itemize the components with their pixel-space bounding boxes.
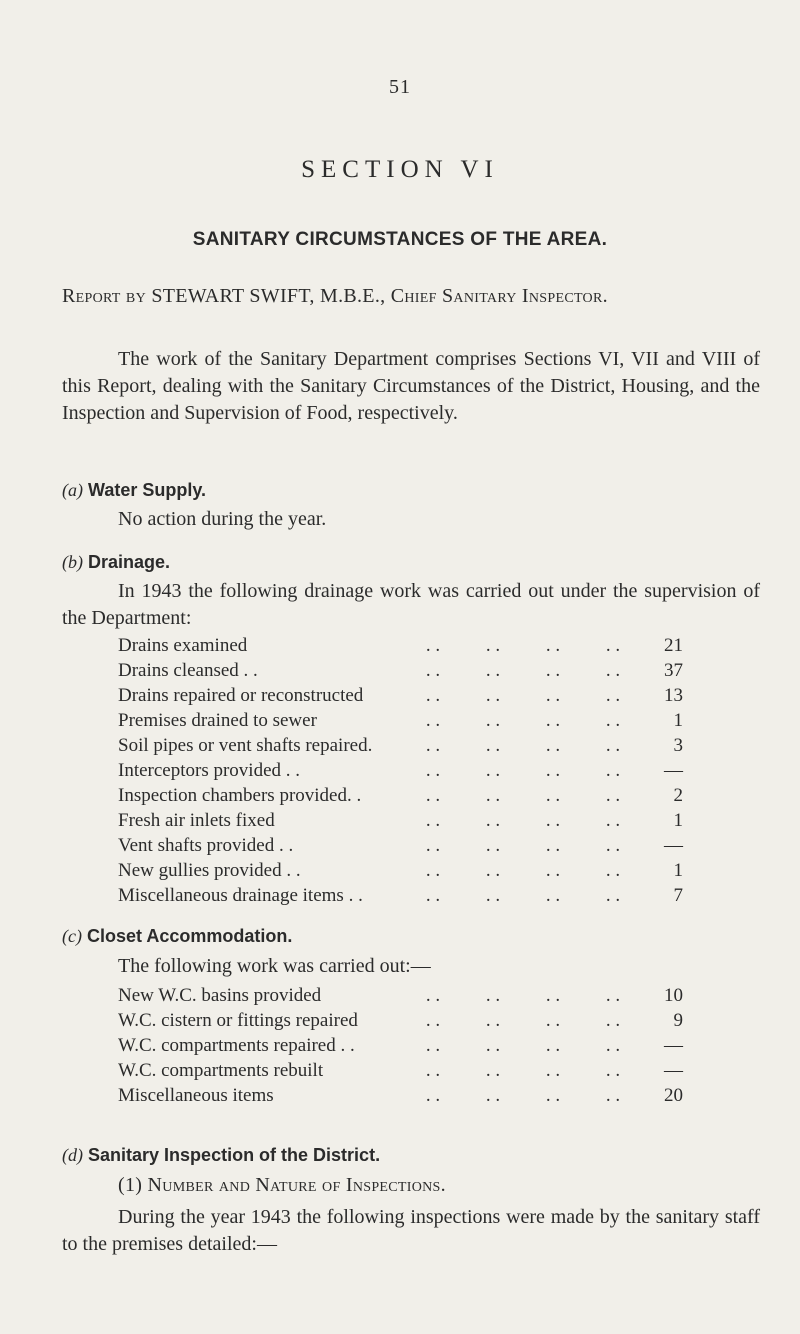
list-row-label: Inspection chambers provided. . <box>118 785 362 806</box>
list-row <box>118 658 683 683</box>
list-row-value: — <box>664 1060 683 1081</box>
leader-dots: . . . . . . . . <box>425 1035 621 1056</box>
report-byline <box>62 285 762 308</box>
list-row-value: — <box>664 760 683 781</box>
byline-role: Chief Sanitary Inspector. <box>390 285 608 307</box>
list-row <box>118 708 683 733</box>
list-row-value: — <box>664 835 683 856</box>
list-row <box>118 1058 683 1083</box>
list-row-label: New gullies provided . . <box>118 860 301 881</box>
list-row-label: W.C. compartments rebuilt <box>118 1060 324 1081</box>
list-row-value: — <box>664 1035 683 1056</box>
leader-dots: . . . . . . . . <box>425 660 621 681</box>
drainage-intro <box>62 578 760 632</box>
list-row <box>118 758 683 783</box>
leader-dots: . . . . . . . . <box>425 860 621 881</box>
leader-dots: . . . . . . . . <box>425 635 621 656</box>
list-row-label: New W.C. basins provided <box>118 985 322 1006</box>
leader-dots: . . . . . . . . <box>425 810 621 831</box>
byline-name: STEWART SWIFT, M.B.E., <box>151 285 386 307</box>
byline-prefix: Report by <box>62 285 146 307</box>
closet-heading <box>62 926 292 947</box>
list-row-label: Fresh air inlets fixed <box>118 810 275 831</box>
leader-dots: . . . . . . . . <box>425 885 621 906</box>
inspection-text: During the year 1943 the following inspections were made by the sanitary staff to the premises detailed:— <box>62 1206 760 1255</box>
drainage-letter: (b) <box>62 552 83 572</box>
list-row-value: 9 <box>673 1010 683 1031</box>
leader-dots: . . . . . . . . <box>425 985 621 1006</box>
inspection-heading <box>62 1145 380 1166</box>
inspection-sub-number: (1) <box>118 1174 143 1196</box>
leader-dots: . . . . . . . . <box>425 1085 621 1106</box>
list-row-label: Premises drained to sewer <box>118 710 317 731</box>
inspection-title: Sanitary Inspection of the District. <box>88 1145 381 1165</box>
leader-dots: . . . . . . . . <box>425 760 621 781</box>
leader-dots: . . . . . . . . <box>425 735 621 756</box>
water-supply-letter: (a) <box>62 480 83 500</box>
list-row-value: 1 <box>673 710 683 731</box>
leader-dots: . . . . . . . . <box>425 1060 621 1081</box>
leader-dots: . . . . . . . . <box>425 1010 621 1031</box>
water-supply-title: Water Supply. <box>88 480 207 500</box>
list-row <box>118 633 683 658</box>
list-row-label: Drains cleansed . . <box>118 660 258 681</box>
page-number: 51 <box>389 76 411 98</box>
inspection-sub-title: Number and Nature of Inspections. <box>147 1174 446 1196</box>
list-row-label: W.C. cistern or fittings repaired <box>118 1010 358 1031</box>
section-title: SECTION VI <box>301 156 499 183</box>
inspection-sub-heading <box>118 1174 446 1197</box>
list-row <box>118 733 683 758</box>
closet-letter: (c) <box>62 926 82 946</box>
list-row <box>118 1008 683 1033</box>
list-row-value: 1 <box>673 810 683 831</box>
list-row-label: Soil pipes or vent shafts repaired. <box>118 735 373 756</box>
list-row-label: Miscellaneous drainage items . . <box>118 885 363 906</box>
intro-text: The work of the Sanitary Department comprises Sections VI, VII and VIII of this Report, dealing with the Sanitary Circumstances of the District, Housing, and the Inspection and Supervision of Food, respectively. <box>62 348 760 424</box>
inspection-letter: (d) <box>62 1145 83 1165</box>
list-row-label: Miscellaneous items <box>118 1085 274 1106</box>
list-row <box>118 1033 683 1058</box>
list-row-label: Drains repaired or reconstructed <box>118 685 364 706</box>
list-row-value: 21 <box>664 635 683 656</box>
water-supply-text: No action during the year. <box>118 508 327 530</box>
list-row <box>118 833 683 858</box>
inspection-paragraph <box>62 1204 760 1258</box>
list-row <box>118 683 683 708</box>
list-row-label: Vent shafts provided . . <box>118 835 294 856</box>
drainage-title: Drainage. <box>88 552 171 572</box>
list-row <box>118 883 683 908</box>
list-row <box>118 783 683 808</box>
intro-paragraph <box>62 346 760 427</box>
list-row <box>118 1083 683 1108</box>
list-row-label: W.C. compartments repaired . . <box>118 1035 355 1056</box>
leader-dots: . . . . . . . . <box>425 710 621 731</box>
closet-title: Closet Accommodation. <box>87 926 293 946</box>
list-row-label: Interceptors provided . . <box>118 760 301 781</box>
list-row-label: Drains examined <box>118 635 248 656</box>
water-supply-heading <box>62 480 206 501</box>
closet-list <box>118 983 683 1108</box>
list-row-value: 1 <box>673 860 683 881</box>
list-row <box>118 983 683 1008</box>
list-row-value: 20 <box>664 1085 683 1106</box>
leader-dots: . . . . . . . . <box>425 685 621 706</box>
list-row-value: 2 <box>673 785 683 806</box>
list-row-value: 37 <box>664 660 683 681</box>
list-row-value: 10 <box>664 985 683 1006</box>
leader-dots: . . . . . . . . <box>425 785 621 806</box>
main-heading: SANITARY CIRCUMSTANCES OF THE AREA. <box>192 229 608 250</box>
drainage-heading <box>62 552 170 573</box>
list-row-value: 3 <box>673 735 683 756</box>
drainage-list <box>118 633 683 908</box>
list-row <box>118 858 683 883</box>
list-row-value: 7 <box>673 885 683 906</box>
leader-dots: . . . . . . . . <box>425 835 621 856</box>
list-row-value: 13 <box>664 685 683 706</box>
closet-intro: The following work was carried out:— <box>118 955 431 977</box>
drainage-intro-text: In 1943 the following drainage work was carried out under the supervision of the Department: <box>62 580 760 629</box>
list-row <box>118 808 683 833</box>
